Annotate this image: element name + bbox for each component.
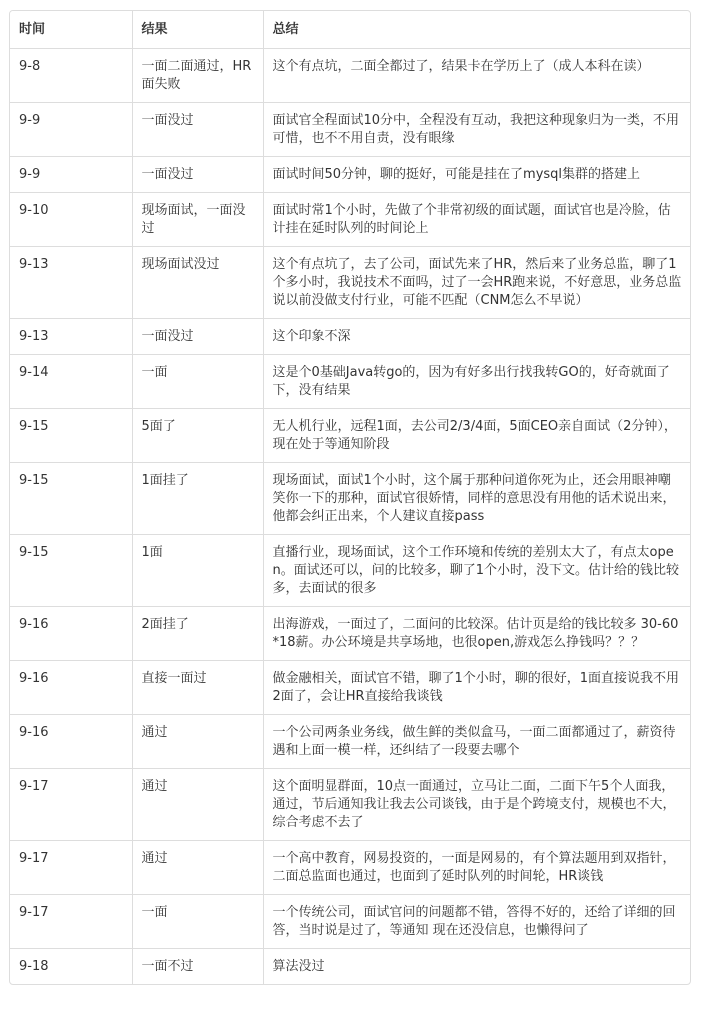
table-row <box>10 949 690 985</box>
cell-result: 通过 <box>132 769 263 841</box>
table-row <box>10 661 690 715</box>
cell-result: 一面二面通过，HR面失败 <box>132 49 263 103</box>
cell-summary: 无人机行业，远程1面，去公司2/3/4面，5面CEO亲自面试（2分钟），现在处于等通知阶段 <box>263 409 690 463</box>
cell-date: 9-16 <box>10 661 132 715</box>
cell-date: 9-9 <box>10 103 132 157</box>
cell-result: 一面不过 <box>132 949 263 985</box>
cell-result: 1面挂了 <box>132 463 263 535</box>
table-row <box>10 103 690 157</box>
cell-date: 9-13 <box>10 247 132 319</box>
cell-summary: 这个面明显群面，10点一面通过，立马让二面，二面下午5个人面我，通过，节后通知我让我去公司谈钱，由于是个跨境支付，规模也不大，综合考虑不去了 <box>263 769 690 841</box>
header-row <box>10 11 690 49</box>
table-row <box>10 895 690 949</box>
cell-summary: 这个印象不深 <box>263 319 690 355</box>
cell-result: 2面挂了 <box>132 607 263 661</box>
cell-result: 一面没过 <box>132 157 263 193</box>
cell-date: 9-17 <box>10 769 132 841</box>
table-row <box>10 193 690 247</box>
cell-result: 一面 <box>132 895 263 949</box>
cell-summary: 算法没过 <box>272 959 325 974</box>
cell-result: 直接一面过 <box>132 661 263 715</box>
cell-date: 9-15 <box>10 409 132 463</box>
cell-date: 9-13 <box>10 319 132 355</box>
cell-result: 一面没过 <box>132 103 263 157</box>
cell-date: 9-8 <box>10 49 132 103</box>
cell-date: 9-17 <box>10 841 132 895</box>
table-body <box>10 49 690 985</box>
cell-date: 9-9 <box>10 157 132 193</box>
cell-result: 一面 <box>132 355 263 409</box>
table-row <box>10 463 690 535</box>
table-row <box>10 409 690 463</box>
cell-summary: 一个公司两条业务线，做生鲜的类似盒马，一面二面都通过了，薪资待遇和上面一模一样，还纠结了一段要去哪个 <box>263 715 690 769</box>
cell-result: 5面了 <box>132 409 263 463</box>
cell-summary: 一个传统公司，面试官问的问题都不错，答得不好的，还给了详细的回答，当时说是过了，等通知 现在还没信息，也懒得问了 <box>263 895 690 949</box>
header-result: 结果 <box>132 11 263 49</box>
table-row <box>10 715 690 769</box>
cell-summary: 一个高中教育，网易投资的，一面是网易的，有个算法题用到双指针，二面总监面也通过，也面到了延时队列的时间轮，HR谈钱 <box>263 841 690 895</box>
interview-table-container <box>9 10 691 985</box>
cell-date: 9-16 <box>10 715 132 769</box>
cell-result: 通过 <box>132 715 263 769</box>
cell-result: 现场面试，一面没过 <box>132 193 263 247</box>
cell-summary: 这个有点坑，二面全都过了，结果卡在学历上了（成人本科在读） <box>263 49 690 103</box>
cell-date: 9-18 <box>10 949 132 985</box>
table-row <box>10 157 690 193</box>
cell-date: 9-15 <box>10 463 132 535</box>
cell-date: 9-16 <box>10 607 132 661</box>
table-row <box>10 247 690 319</box>
cell-date: 9-17 <box>10 895 132 949</box>
header-date: 时间 <box>10 11 132 49</box>
table-row <box>10 769 690 841</box>
cell-summary: 面试时间50分钟，聊的挺好，可能是挂在了mysql集群的搭建上 <box>263 157 690 193</box>
cell-date: 9-15 <box>10 535 132 607</box>
interview-table <box>10 11 690 984</box>
header-summary: 总结 <box>263 11 690 49</box>
cell-result: 一面没过 <box>132 319 263 355</box>
table-header <box>10 11 690 49</box>
cell-summary: 现场面试，面试1个小时，这个属于那种问道你死为止，还会用眼神嘲笑你一下的那种，面试官很娇情，同样的意思没有用他的话术说出来，他都会纠正出来，个人建议直接pass <box>263 463 690 535</box>
cell-summary: 直播行业，现场面试，这个工作环境和传统的差别太大了，有点太open。面试还可以，问的比较多，聊了1个小时，没下文。估计给的钱比较多，去面试的很多 <box>263 535 690 607</box>
cell-result: 现场面试没过 <box>132 247 263 319</box>
cell-result: 1面 <box>132 535 263 607</box>
cell-result: 通过 <box>132 841 263 895</box>
cell-date: 9-14 <box>10 355 132 409</box>
cell-summary: 面试时常1个小时，先做了个非常初级的面试题，面试官也是冷脸，估计挂在延时队列的时间论上 <box>263 193 690 247</box>
cell-summary: 做金融相关，面试官不错，聊了1个小时，聊的很好，1面直接说我不用2面了，会让HR直接给我谈钱 <box>263 661 690 715</box>
table-row <box>10 535 690 607</box>
cell-date: 9-10 <box>10 193 132 247</box>
cell-summary: 这是个0基础Java转go的，因为有好多出行找我转GO的，好奇就面了下，没有结果 <box>263 355 690 409</box>
cell-summary: 出海游戏，一面过了，二面问的比较深。估计页是给的钱比较多 30-60*18薪。办公环境是共享场地，也很open,游戏怎么挣钱吗？？？ <box>263 607 690 661</box>
table-row <box>10 49 690 103</box>
cell-summary: 这个有点坑了，去了公司，面试先来了HR，然后来了业务总监，聊了1个多小时，我说技术不面吗，过了一会HR跑来说，不好意思，业务总监说以前没做支付行业，可能不匹配（CNM怎么不早说） <box>263 247 690 319</box>
table-row <box>10 607 690 661</box>
table-row <box>10 355 690 409</box>
cell-summary: 面试官全程面试10分中，全程没有互动，我把这种现象归为一类，不用可惜，也不不用自责，没有眼缘 <box>263 103 690 157</box>
table-row <box>10 319 690 355</box>
table-row <box>10 841 690 895</box>
